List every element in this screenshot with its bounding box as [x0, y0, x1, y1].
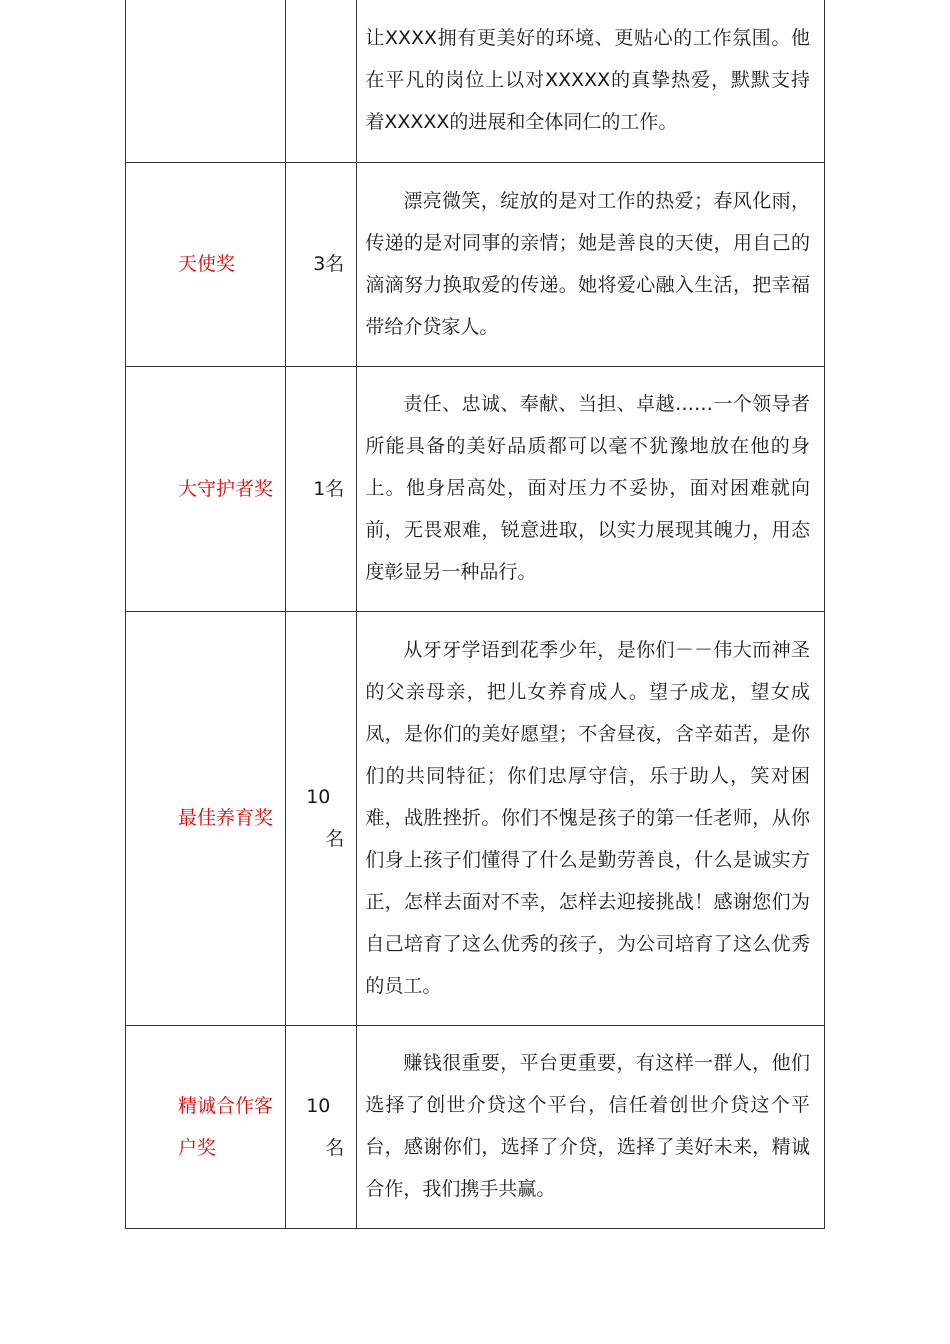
- award-description: [357, 0, 825, 162]
- award-description-text: 责任、忠诚、奉献、当担、卓越……一个领导者所能具备的美好品质都可以毫不犹豫地放在他的身上。他身居高处，面对压力不妥协，面对困难就向前，无畏艰难，锐意进取，以实力展现其魄力，用态度彰显另一种品行。: [365, 393, 810, 583]
- award-name: 大守护者奖: [126, 366, 286, 611]
- award-count: 10名: [286, 611, 357, 1025]
- award-description-text: 让XXXX拥有更美好的环境、更贴心的工作氛围。他在平凡的岗位上以对XXXXX的真挚热爱，默默支持着XXXXX的进展和全体同仁的工作。: [365, 27, 810, 134]
- award-name: [126, 0, 286, 162]
- award-description: [357, 611, 825, 1025]
- award-name: 精诚合作客户奖: [126, 1025, 286, 1228]
- award-name: 天使奖: [126, 162, 286, 366]
- award-count: [286, 0, 357, 162]
- table-row: [126, 366, 825, 611]
- award-description: [357, 366, 825, 611]
- table-row: [126, 0, 825, 162]
- award-description: [357, 162, 825, 366]
- award-name: 最佳养育奖: [126, 611, 286, 1025]
- award-description-text: 从牙牙学语到花季少年，是你们－－伟大而神圣的父亲母亲，把儿女养育成人。望子成龙，望女成凤，是你们的美好愿望；不舍昼夜，含辛茹苦，是你们的共同特征；你们忠厚守信，乐于助人，笑对困难，战胜挫折。你们不愧是孩子的第一任老师，从你们身上孩子们懂得了什么是勤劳善良，什么是诚实方正，怎样去面对不幸，怎样去迎接挑战！感谢您们为自己培育了这么优秀的孩子，为公司培育了这么优秀的员工。: [365, 638, 810, 997]
- table-row: [126, 1025, 825, 1228]
- awards-table: [125, 0, 825, 1229]
- table-row: [126, 162, 825, 366]
- award-description-text: 赚钱很重要，平台更重要，有这样一群人，他们选择了创世介贷这个平台，信任着创世介贷这个平台，感谢你们，选择了介贷，选择了美好未来，精诚合作，我们携手共赢。: [365, 1052, 810, 1200]
- award-description-text: 漂亮微笑，绽放的是对工作的热爱；春风化雨，传递的是对同事的亲情；她是善良的天使，用自己的滴滴努力换取爱的传递。她将爱心融入生活，把幸福带给介贷家人。: [365, 189, 810, 338]
- table-row: [126, 611, 825, 1025]
- award-count: 3名: [286, 162, 357, 366]
- award-count: 1名: [286, 366, 357, 611]
- award-count: 10名: [286, 1025, 357, 1228]
- award-description: [357, 1025, 825, 1228]
